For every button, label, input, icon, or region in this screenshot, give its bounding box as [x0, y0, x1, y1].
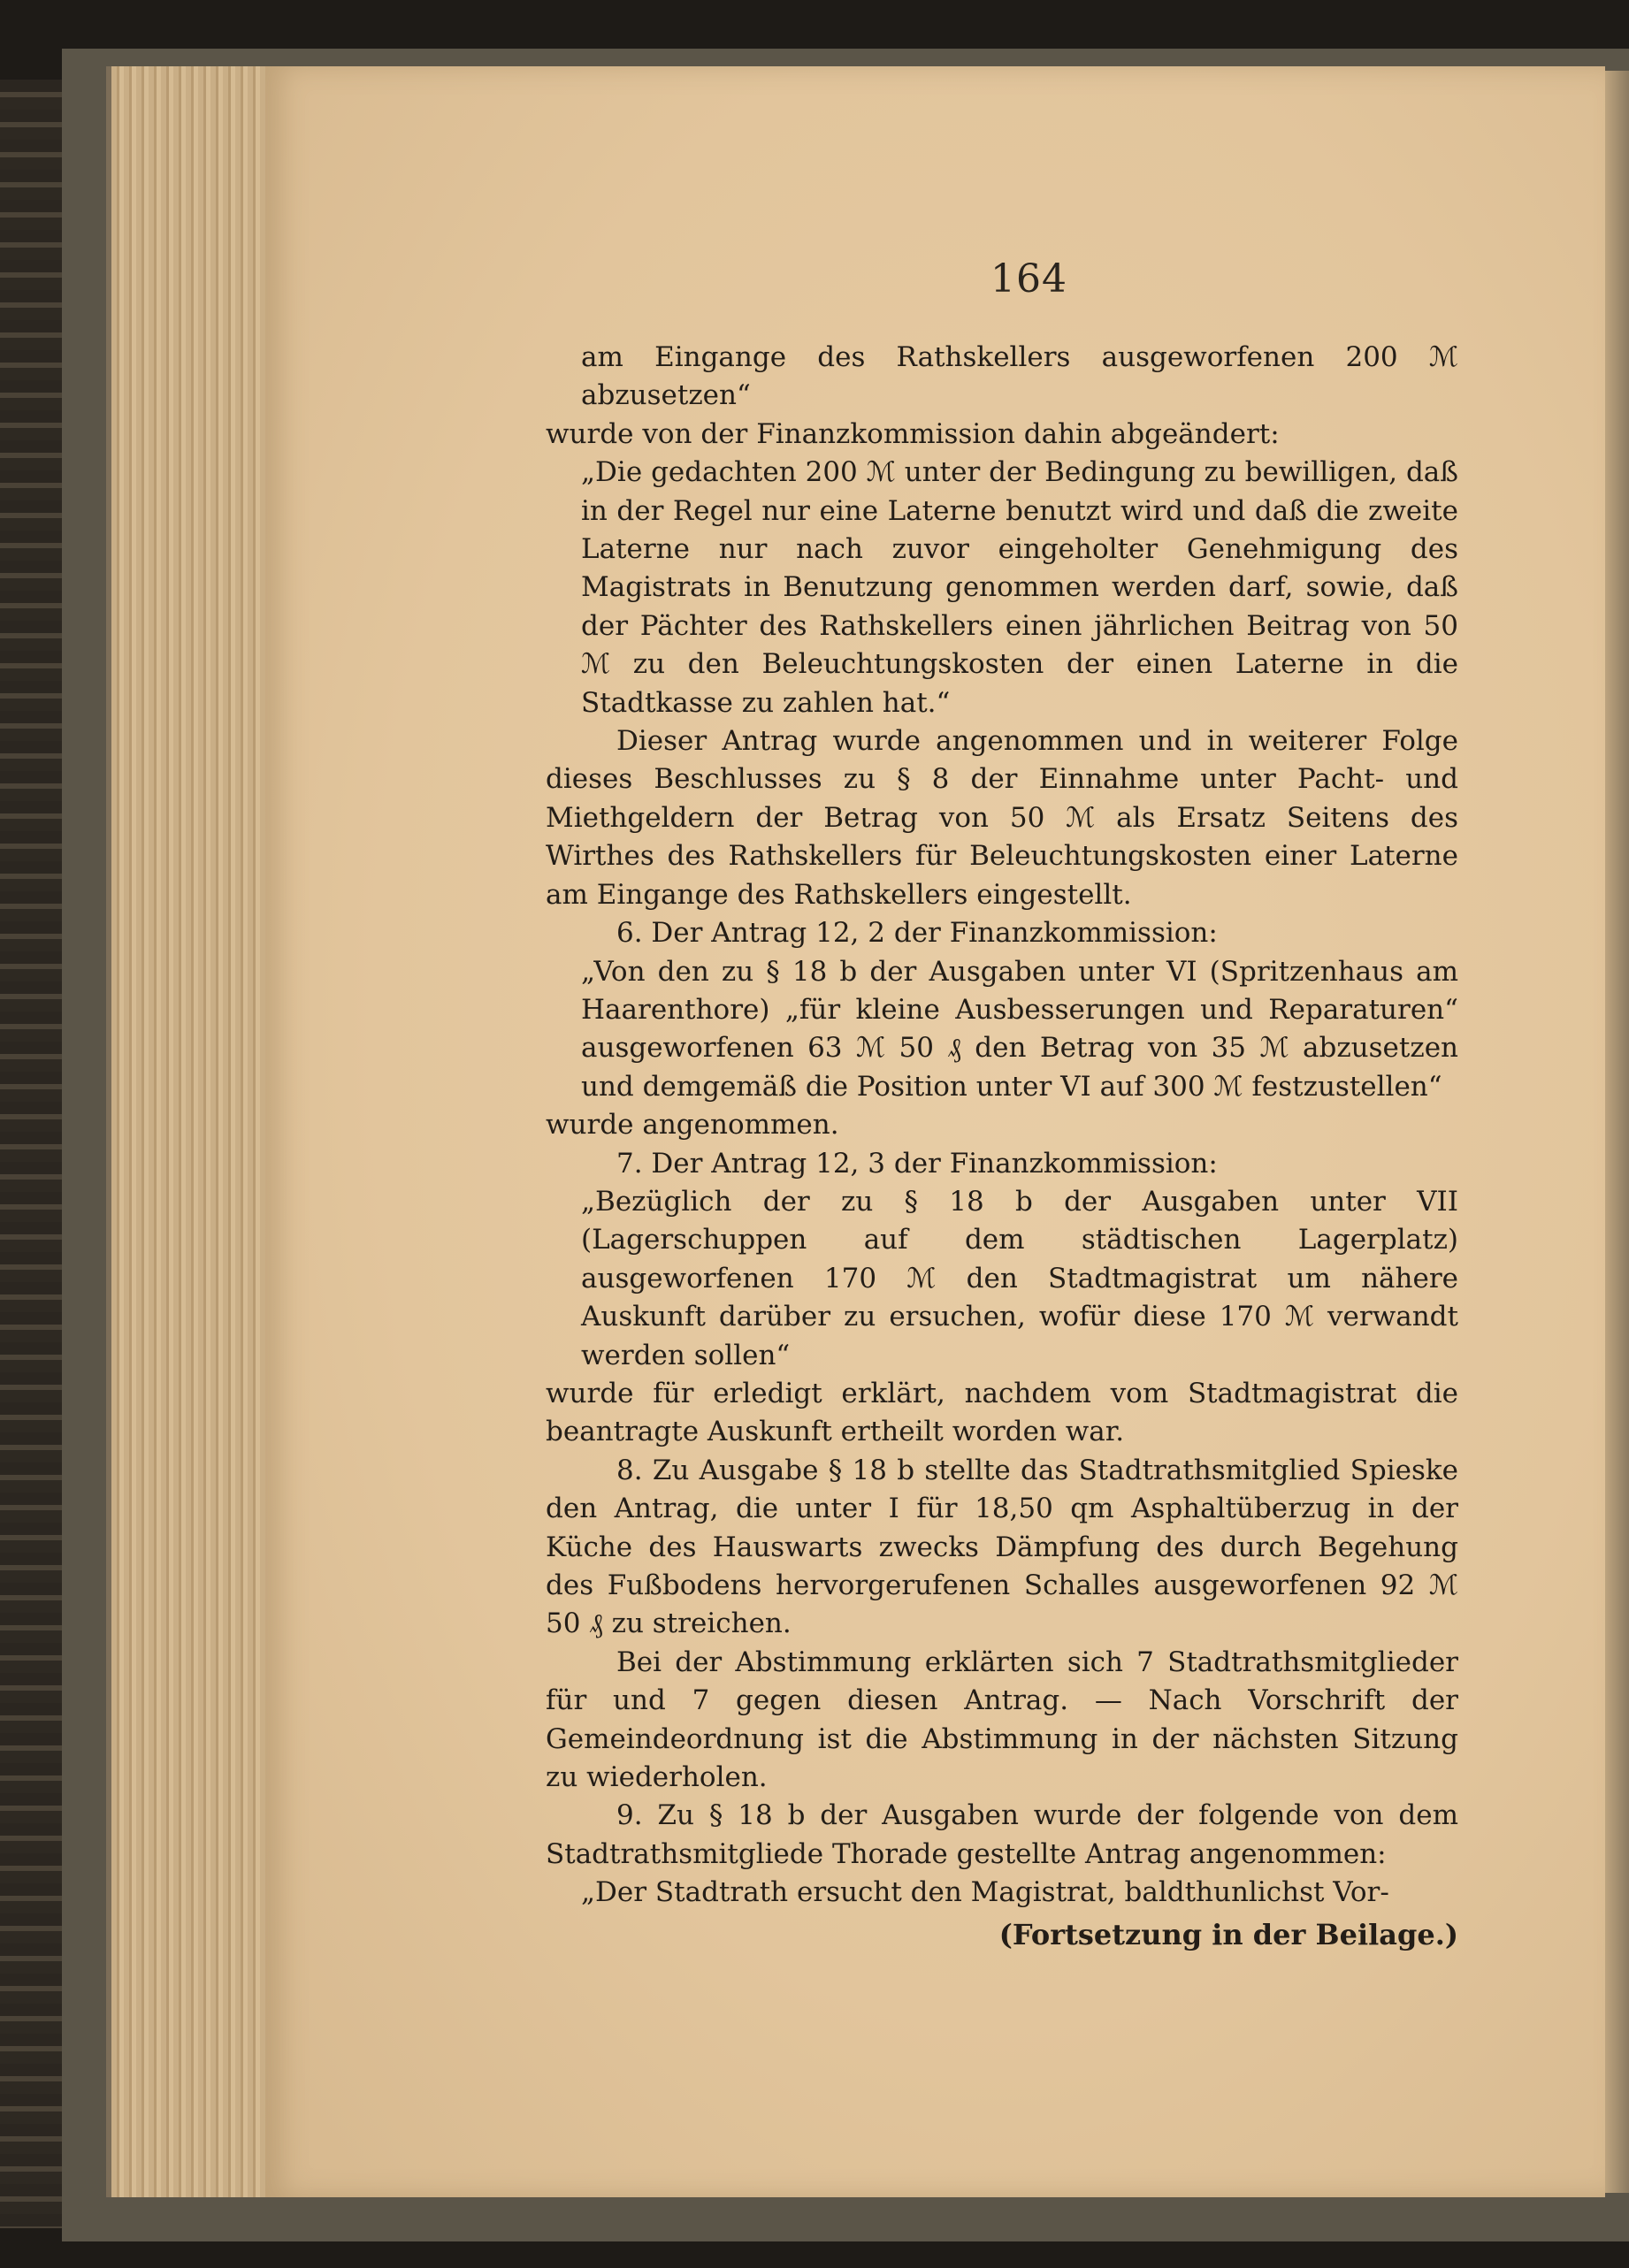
- paragraph: am Eingange des Rathskellers ausgeworfenen 200 ℳ abzusetzen“: [581, 341, 1458, 412]
- paragraph: „Von den zu § 18 b der Ausgaben unter VI (Spritzenhaus am Haarenthore) „für kleine Ausbesserungen und Reparaturen“ ausgeworfenen 63 ℳ 50 ₰ den Betrag von 35 ℳ abzusetzen und demgemäß die Position unter VI auf 300 ℳ festzustellen“: [581, 955, 1458, 1103]
- paragraph: Dieser Antrag wurde angenommen und in weiterer Folge dieses Beschlusses zu § 8 der Einnahme unter Pacht- und Miethgeldern der Betrag von 50 ℳ als Ersatz Seitens des Wirthes des Rathskellers für Beleuchtungskosten einer Laterne am Eingange des Rathskellers eingestellt.: [546, 725, 1458, 911]
- paragraph: 8. Zu Ausgabe § 18 b stellte das Stadtrathsmitglied Spieske den Antrag, die unter I für 18,50 qm Asphaltüberzug in der Küche des Hauswarts zwecks Dämpfung des durch Begehung des Fußbodens hervorgerufenen Schalles ausgeworfenen 92 ℳ 50 ₰ zu streichen.: [546, 1454, 1458, 1640]
- paragraph: „Bezüglich der zu § 18 b der Ausgaben unter VII (Lagerschuppen auf dem städtischen Lagerplatz) ausgeworfenen 170 ℳ den Stadtmagistrat um nähere Auskunft darüber zu ersuchen, wofür diese 170 ℳ verwandt werden sollen“: [581, 1185, 1458, 1371]
- facing-page-edge: [1605, 71, 1629, 2193]
- book-spine: [0, 80, 62, 2228]
- paragraph: 7. Der Antrag 12, 3 der Finanzkommission:: [616, 1147, 1218, 1180]
- page-edges: [106, 66, 279, 2197]
- paragraph: „Die gedachten 200 ℳ unter der Bedingung zu bewilligen, daß in der Regel nur eine Laterne benutzt wird und daß die zweite Laterne nur nach zuvor eingeholter Genehmigung des Magistrats in Benutzung genommen werden darf, sowie, daß der Pächter des Rathskellers einen jährlichen Beitrag von 50 ℳ zu den Beleuchtungskosten der einen Laterne in die Stadtkasse zu zahlen hat.“: [581, 456, 1458, 719]
- paragraph: Bei der Abstimmung erklärten sich 7 Stadtrathsmitglieder für und 7 gegen diesen Antrag. — Nach Vorschrift der Gemeindeordnung ist die Abstimmung in der nächsten Sitzung zu wiederholen.: [546, 1646, 1458, 1794]
- paragraph: wurde für erledigt erklärt, nachdem vom Stadtmagistrat die beantragte Auskunft ertheilt worden war.: [546, 1377, 1458, 1448]
- page-number: 164: [990, 256, 1067, 302]
- paragraph: wurde angenommen.: [546, 1109, 839, 1142]
- paragraph: „Der Stadtrath ersucht den Magistrat, baldthunlichst Vor-: [581, 1876, 1389, 1909]
- paragraph: 6. Der Antrag 12, 2 der Finanzkommission:: [616, 917, 1218, 950]
- page-text: [546, 339, 1458, 1954]
- continuation-note: (Fortsetzung in der Beilage.): [998, 1917, 1458, 1951]
- paragraph: wurde von der Finanzkommission dahin abgeändert:: [546, 417, 1280, 450]
- paragraph: 9. Zu § 18 b der Ausgaben wurde der folgende von dem Stadtrathsmitgliede Thorade gestellte Antrag angenommen:: [546, 1799, 1458, 1870]
